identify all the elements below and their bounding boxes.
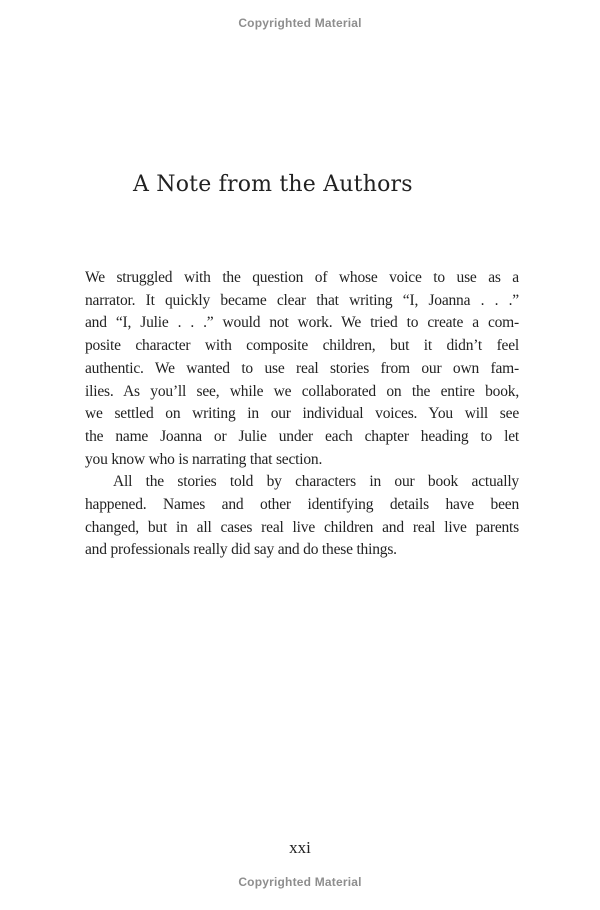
text-line: and “I, Julie . . .” would not work. We tried to create a com-	[85, 314, 519, 332]
text-line: All the stories told by characters in our book actually	[113, 473, 519, 491]
copyright-watermark-bottom: Copyrighted Material	[238, 875, 362, 889]
text-line: authentic. We wanted to use real stories from our own fam-	[85, 359, 519, 377]
page-number: xxi	[289, 838, 311, 857]
text-line: We struggled with the question of whose voice to use as a	[85, 269, 519, 286]
text-line: and professionals really did say and do these things.	[85, 541, 397, 559]
text-line: the name Joanna or Julie under each chapter heading to let	[85, 427, 519, 445]
text-line: ilies. As you’ll see, while we collaborated on the entire book,	[85, 382, 519, 400]
text-line: happened. Names and other identifying details have been	[85, 496, 519, 514]
text-line: changed, but in all cases real live children and real live parents	[85, 518, 519, 536]
body-text	[85, 267, 519, 562]
text-line: posite character with composite children, but it didn’t feel	[85, 337, 519, 355]
text-line: you know who is narrating that section.	[85, 450, 323, 468]
text-line: narrator. It quickly became clear that writing “I, Joanna . . .”	[85, 291, 519, 309]
chapter-heading: A Note from the Authors	[133, 172, 413, 197]
copyright-watermark-top: Copyrighted Material	[238, 16, 362, 30]
text-line: we settled on writing in our individual voices. You will see	[85, 405, 519, 423]
